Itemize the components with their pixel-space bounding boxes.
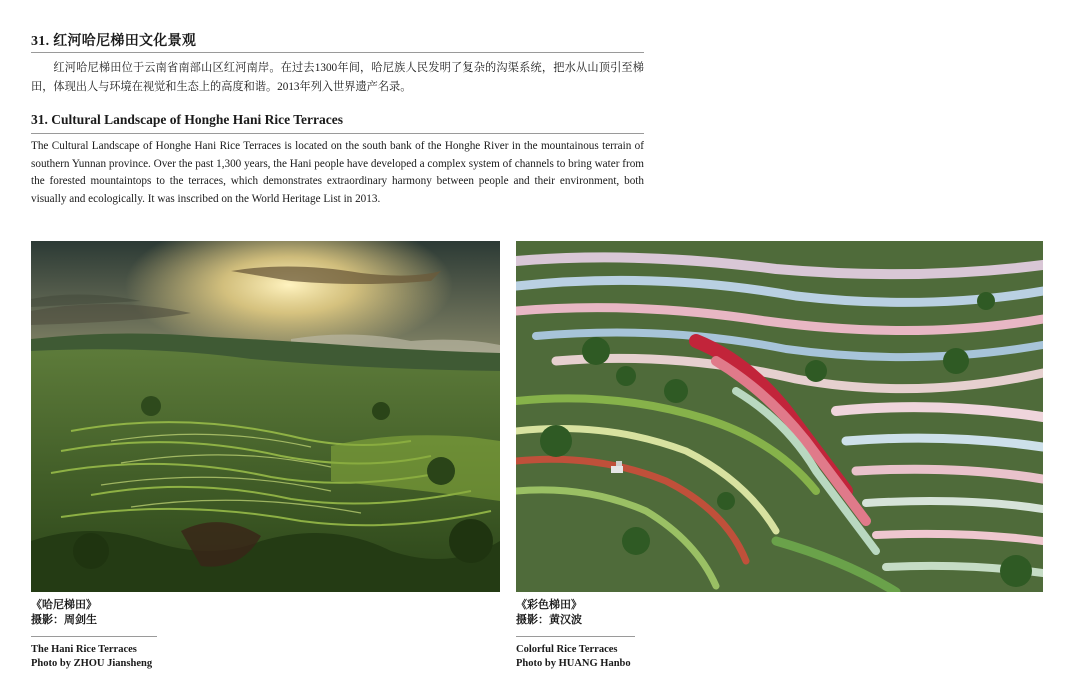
caption-right [516,598,582,628]
caption-right-divider [516,636,635,637]
zh-section-body: 红河哈尼梯田位于云南省南部山区红河南岸。在过去1300年间，哈尼族人民发明了复杂的沟渠系统，把水从山顶引至梯田，体现出人与环境在视觉和生态上的高度和谐。2013年列入世界遗产名录。 [31,62,644,93]
title-divider [31,52,644,53]
en-title-divider [31,133,644,134]
caption-left-zh-credit: 摄影：周剑生 [31,614,97,626]
caption-left [31,598,97,628]
zh-section-title: 31. 红河哈尼梯田文化景观 [31,34,197,49]
landscape-sunset-illustration [31,241,500,592]
en-section-title: 31. Cultural Landscape of Honghe Hani Rice Terraces [31,112,344,127]
photo-hani-rice-terraces [31,241,500,592]
caption-right-en-title: Colorful Rice Terraces [516,644,618,655]
caption-left-en-title: The Hani Rice Terraces [31,644,137,655]
caption-left-en-credit: Photo by ZHOU Jiansheng [31,658,153,669]
caption-left-divider [31,636,157,637]
caption-left-en [31,643,152,671]
caption-right-zh-credit: 摄影：黄汉波 [516,614,582,626]
photo-colorful-rice-terraces [516,241,1043,592]
caption-right-zh-title: 《彩色梯田》 [516,599,582,611]
colorful-terraces-illustration [516,241,1043,592]
caption-right-en [516,643,631,671]
en-section-body: The Cultural Landscape of Honghe Hani Rice Terraces is located on the south bank of the Honghe River in the mountainous terrain of southern Yunnan province. Over the past 1,300 years, the Hani people have developed a complex system of channels to bring water from the forested mountaintops to the terraces, which demonstrates extraordinary harmony between people and their environment, both visually and ecologically. It was inscribed on the World Heritage List in 2013. [31,140,644,205]
caption-left-zh-title: 《哈尼梯田》 [31,599,97,611]
caption-right-en-credit: Photo by HUANG Hanbo [516,658,631,669]
